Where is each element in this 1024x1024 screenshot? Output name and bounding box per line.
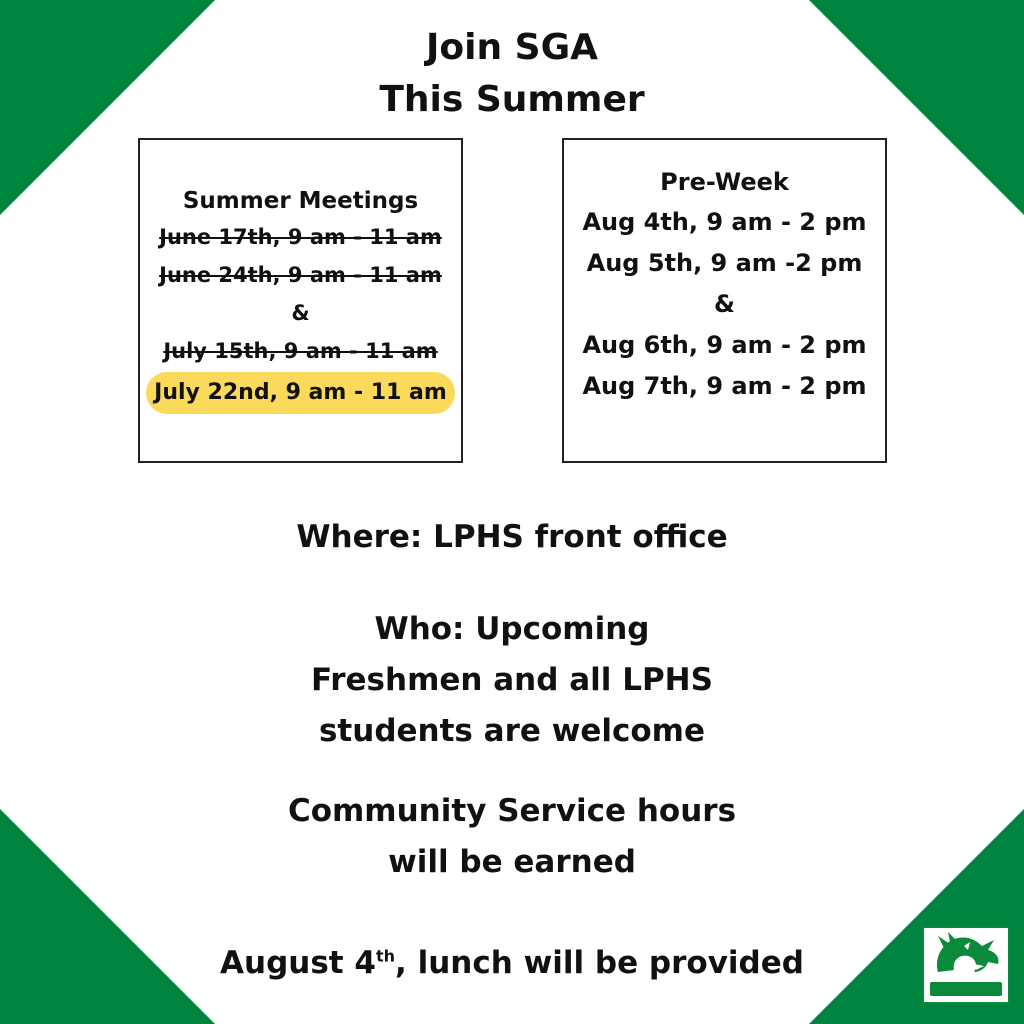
- page-title: [0, 22, 1024, 126]
- pre-week-date: Aug 7th, 9 am - 2 pm: [582, 372, 867, 400]
- summer-meetings-heading: Summer Meetings: [182, 188, 419, 214]
- pre-week-ampersand: &: [714, 290, 735, 318]
- highlighted-meeting-date: July 22nd, 9 am - 11 am: [146, 372, 455, 414]
- meeting-date: June 24th, 9 am - 11 am: [159, 263, 442, 287]
- community-service-text: [0, 786, 1024, 888]
- who-line-3: students are welcome: [318, 713, 705, 749]
- dragon-icon: [924, 928, 1008, 1002]
- title-line-2: This Summer: [379, 79, 645, 120]
- lunch-date: August 4: [220, 945, 376, 981]
- dragons-logo: [922, 926, 1010, 1004]
- summer-meetings-box: [138, 138, 463, 463]
- lunch-text: [0, 938, 1024, 989]
- lunch-note: , lunch will be provided: [395, 945, 804, 981]
- meeting-date: July 15th, 9 am - 11 am: [163, 339, 438, 363]
- service-line-1: Community Service hours: [287, 793, 737, 829]
- service-line-2: will be earned: [388, 844, 636, 880]
- who-line-1: Who: Upcoming: [374, 611, 650, 647]
- title-line-1: Join SGA: [426, 27, 598, 68]
- pre-week-box: [562, 138, 887, 463]
- pre-week-date: Aug 5th, 9 am -2 pm: [586, 249, 863, 277]
- meeting-date: June 17th, 9 am - 11 am: [159, 225, 442, 249]
- who-line-2: Freshmen and all LPHS: [311, 662, 713, 698]
- meetings-ampersand: &: [291, 301, 310, 325]
- pre-week-date: Aug 4th, 9 am - 2 pm: [582, 208, 867, 236]
- pre-week-heading: Pre-Week: [660, 168, 789, 196]
- where-text: Where: LPHS front office: [296, 519, 728, 555]
- pre-week-date: Aug 6th, 9 am - 2 pm: [582, 331, 867, 359]
- who-text: [0, 604, 1024, 757]
- lunch-date-suffix: th: [376, 946, 396, 966]
